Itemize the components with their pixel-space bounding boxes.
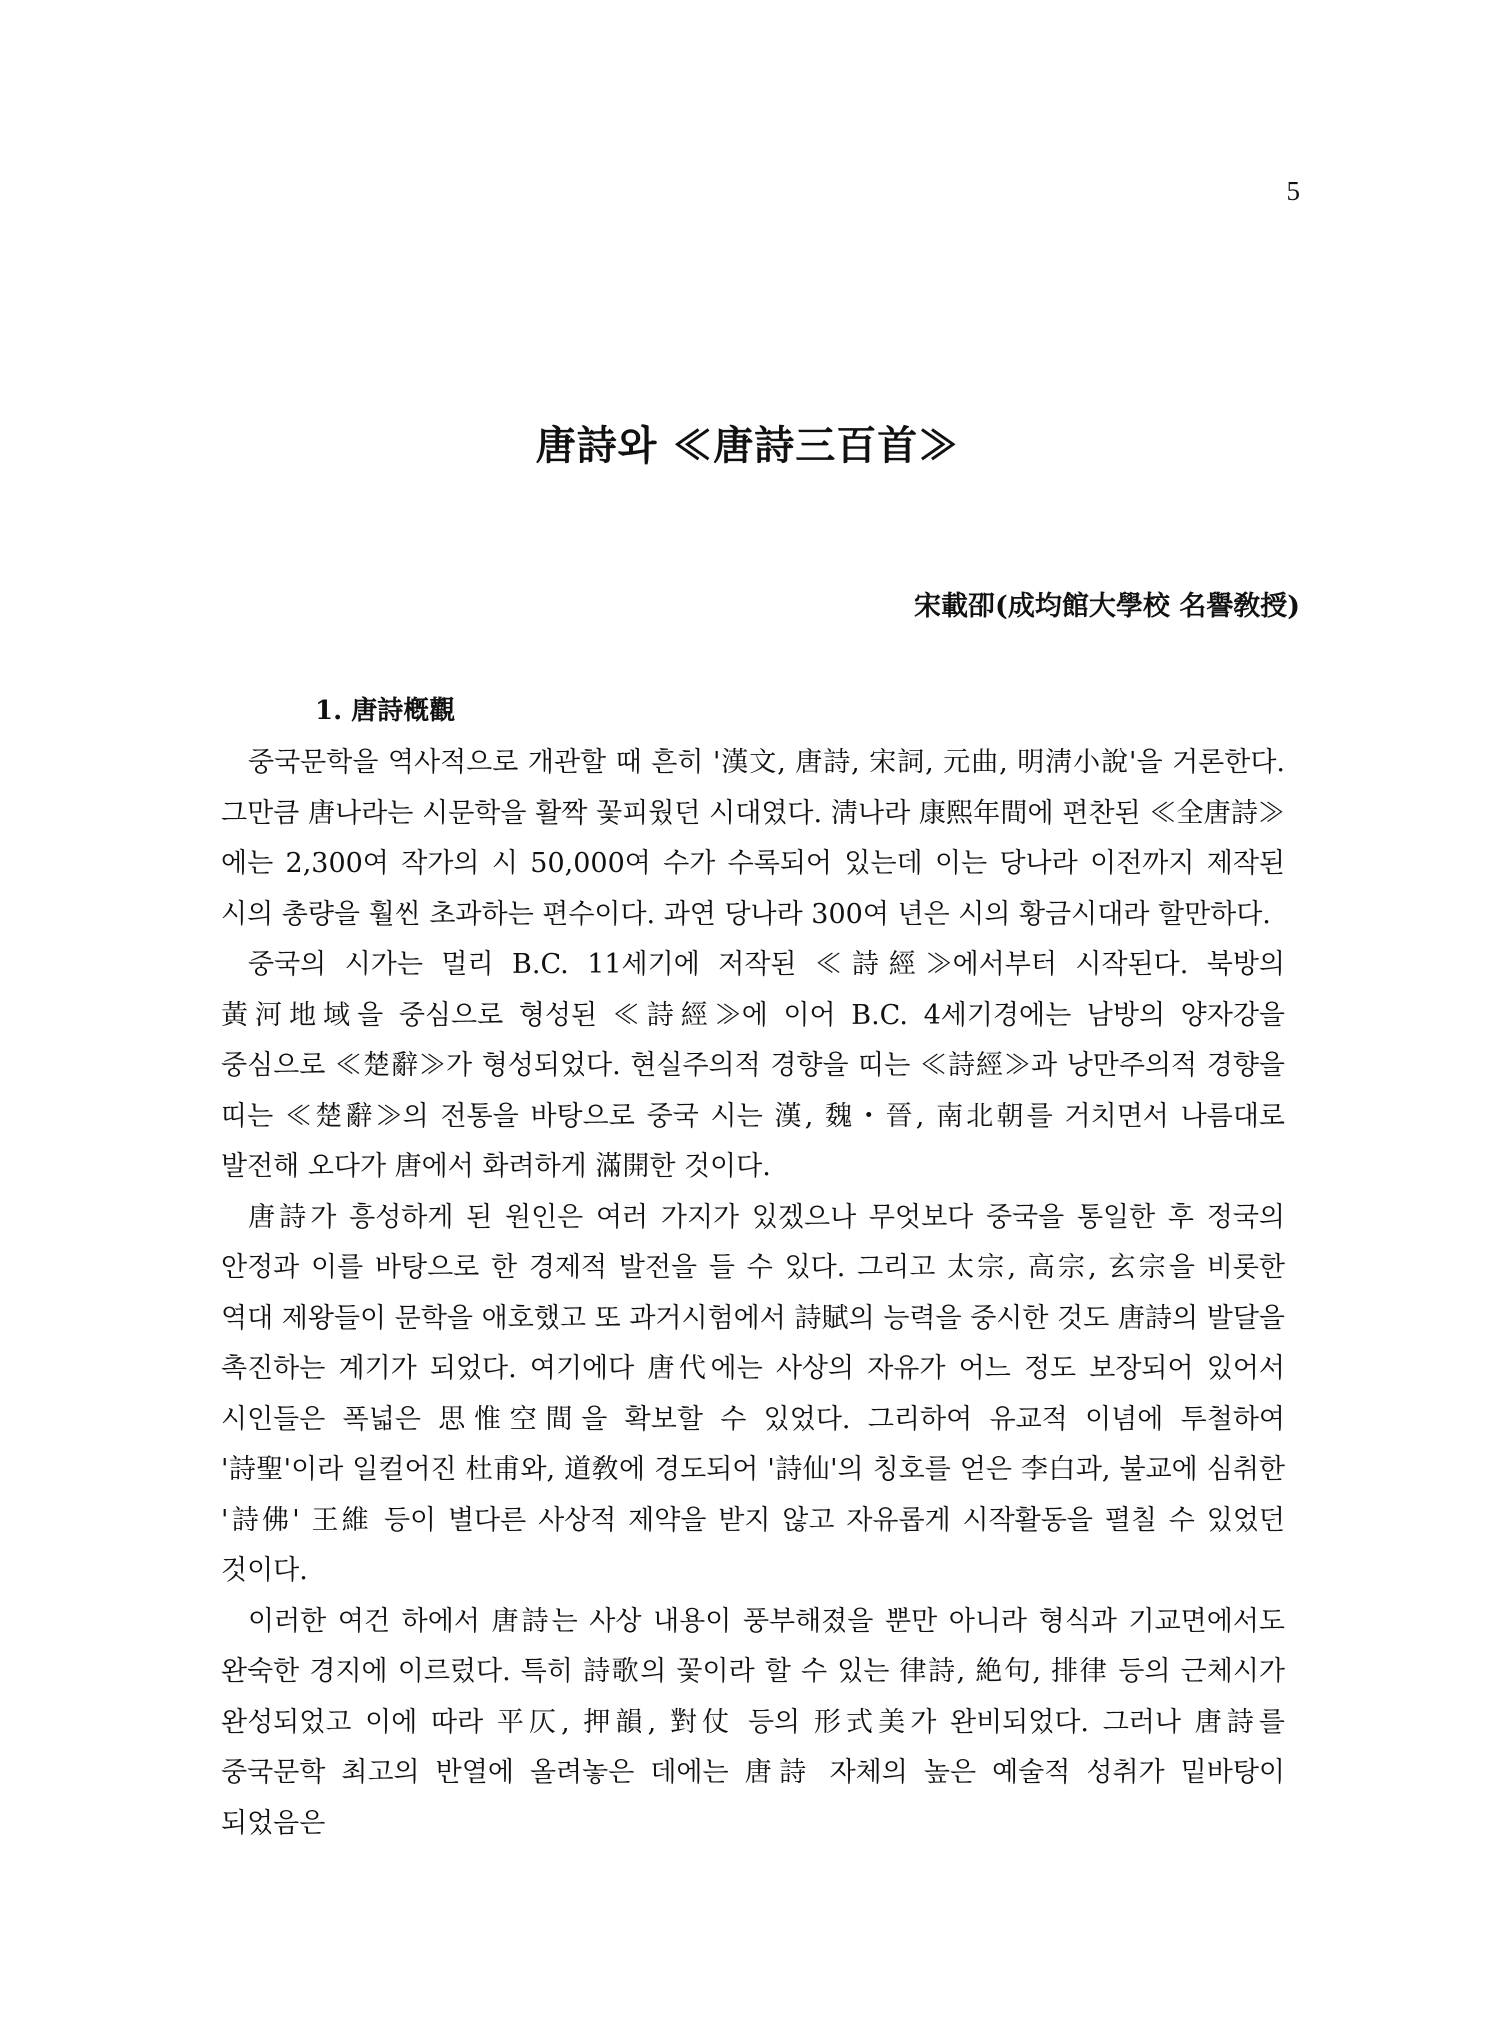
author-line: 宋載卲(成均館大學校 名譽敎授) — [914, 591, 1300, 622]
document-title: 唐詩와 ≪唐詩三百首≫ — [535, 422, 960, 469]
paragraph: 중국문학을 역사적으로 개관할 때 흔히 '漢文, 唐詩, 宋詞, 元曲, 明淸小說'을 거론한다. 그만큼 唐나라는 시문학을 활짝 꽃피웠던 시대였다. 淸나라 康熙年間에 편찬된 ≪全唐詩≫에는 2,300여 작가의 시 50,000여 수가 수록되어 있는데 이는 당나라 이전까지 제작된 시의 총량을 훨씬 초과하는 편수이다. 과연 당나라 300여 년은 시의 황금시대라 할만하다. — [221, 747, 1285, 930]
body-text — [221, 738, 1285, 1849]
page-number: 5 — [1286, 176, 1300, 206]
paragraph: 이러한 여건 하에서 唐詩는 사상 내용이 풍부해졌을 뿐만 아니라 형식과 기교면에서도 완숙한 경지에 이르렀다. 특히 詩歌의 꽃이라 할 수 있는 律詩, 絶句, 排律 등의 근체시가 완성되었고 이에 따라 平仄, 押韻, 對仗 등의 形式美가 완비되었다. 그러나 唐詩를 중국문학 최고의 반열에 올려놓은 데에는 唐詩 자체의 높은 예술적 성취가 밑바탕이 되었음은 — [221, 1605, 1285, 1839]
paragraph: 唐詩가 흥성하게 된 원인은 여러 가지가 있겠으나 무엇보다 중국을 통일한 후 정국의 안정과 이를 바탕으로 한 경제적 발전을 들 수 있다. 그리고 太宗, 高宗, 玄宗을 비롯한 역대 제왕들이 문학을 애호했고 또 과거시험에서 詩賦의 능력을 중시한 것도 唐詩의 발달을 촉진하는 계기가 되었다. 여기에다 唐代에는 사상의 자유가 어느 정도 보장되어 있어서 시인들은 폭넓은 思惟空間을 확보할 수 있었다. 그리하여 유교적 이념에 투철하여 '詩聖'이라 일컬어진 杜甫와, 道敎에 경도되어 '詩仙'의 칭호를 얻은 李白과, 불교에 심취한 '詩佛' 王維 등이 별다른 사상적 제약을 받지 않고 자유롭게 시작활동을 펼칠 수 있었던 것이다. — [221, 1201, 1285, 1586]
section-heading: 1. 唐詩槪觀 — [315, 696, 456, 726]
paragraph: 중국의 시가는 멀리 B.C. 11세기에 저작된 ≪詩經≫에서부터 시작된다. 북방의 黃河地域을 중심으로 형성된 ≪詩經≫에 이어 B.C. 4세기경에는 남방의 양자강을 중심으로 ≪楚辭≫가 형성되었다. 현실주의적 경향을 띠는 ≪詩經≫과 낭만주의적 경향을 띠는 ≪楚辭≫의 전통을 바탕으로 중국 시는 漢, 魏・晉, 南北朝를 거치면서 나름대로 발전해 오다가 唐에서 화려하게 滿開한 것이다. — [221, 949, 1285, 1182]
